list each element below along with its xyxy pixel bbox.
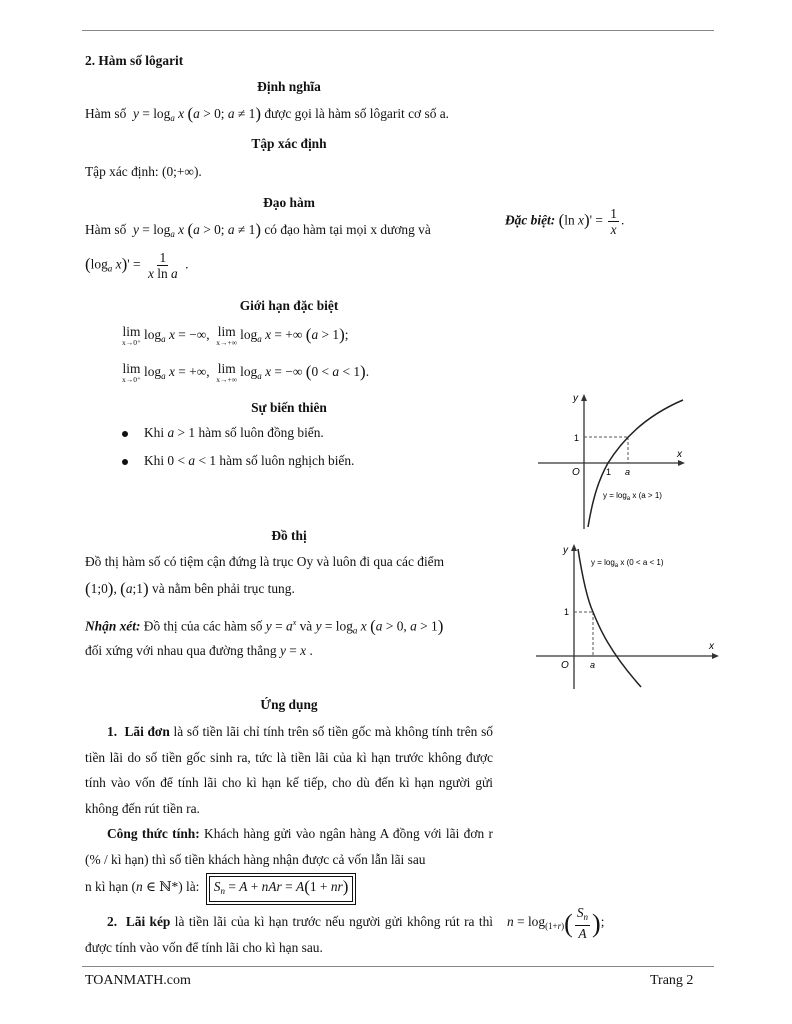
- derivative-formula: ($\log_a$ x)' = $\frac{1}{\text{x ln a}}$ .: [85, 250, 189, 281]
- section-title: 2. Hàm số lôgarit: [85, 53, 184, 68]
- x-arrow-icon: [678, 460, 685, 466]
- remark-line-1: Nhận xét: Đồ thị của các hàm số $y = a^x$ và $y = \log_a x$ (a > 0, a > 1): [85, 616, 444, 636]
- special-derivative: Đặc biệt: (ln x)' = $\frac{1}{x}$ .: [505, 206, 625, 237]
- y-label: y: [563, 545, 568, 556]
- simple-interest-paragraph: 1. Lãi đơn là số tiền lãi chỉ tính trên số tiền gốc mà không tính trên số tiền lãi do số tiền gốc sinh ra, tức là tiền lãi của kì hạn trước không được tính vào vốn để tính lãi cho kì hạn kế tiếp, cho dù đến kì hạn người gửi không đến rút tiền ra.: [85, 724, 493, 816]
- derivative-line: Hàm số $y = \log_a x$ (a > 0; a ≠ 1) có đạo hàm tại mọi x dương và: [85, 220, 431, 239]
- footer-page-number: Trang 2: [650, 973, 694, 988]
- formula-paragraph: Công thức tính: Khách hàng gửi vào ngân hàng A đồng với lãi đơn r (% / kì hạn) thì số tiền khách hàng nhận được cả vốn lẫn lãi sau: [85, 826, 493, 867]
- heading-application: Ứng dụng: [260, 697, 318, 712]
- tick-y-label: 1: [574, 433, 580, 443]
- x-label: x: [677, 449, 682, 460]
- compound-formula: $n = \log_{(1+r)}$( $\frac{S_n}{A}$ );: [507, 905, 605, 941]
- x-label: x: [709, 641, 714, 652]
- graph-line-2: (1;0), (a;1) và nằm bên phải trục tung.: [85, 579, 295, 598]
- y-label: y: [573, 393, 578, 404]
- simple-interest-formula: $S_n = A$ + nAr = A(1 + nr): [209, 876, 354, 902]
- heading-derivative: Đạo hàm: [263, 195, 315, 210]
- graph-caption: $y = \log_a x$ (a > 1): [603, 491, 662, 502]
- footer-rule: [82, 966, 714, 967]
- heading-domain: Tập xác định: [251, 136, 327, 151]
- formula-line: n kì hạn (n ∈ ℕ*) là: $S_n = A$ + nAr = A(1 + nr): [85, 876, 493, 902]
- tick-y-label: 1: [564, 607, 570, 617]
- graph-line-1: Đồ thị hàm số có tiệm cận đứng là trục Oy và luôn đi qua các điểm: [85, 554, 445, 569]
- tick-x2-label: a: [625, 467, 631, 477]
- heading-definition: Định nghĩa: [257, 79, 321, 94]
- heading-limits: Giới hạn đặc biệt: [239, 298, 339, 313]
- limit-line-1: lim x→0⁺ $\log_a x$ = −∞, lim x→+∞ $\log_a x$ = +∞ (a > 1);: [122, 324, 349, 347]
- graph-log-a-greater-1: [533, 387, 698, 532]
- graph-log-a-less-1: [533, 541, 723, 691]
- x-arrow-icon: [712, 653, 719, 659]
- remark-line-2: đối xứng với nhau qua đường thẳng y = x .: [85, 643, 313, 658]
- y-arrow-icon: [571, 544, 577, 551]
- footer-site: TOANMATH.com: [85, 973, 191, 988]
- tick-x-label: a: [590, 660, 596, 670]
- log-curve: [578, 549, 641, 687]
- origin-label: O: [561, 660, 569, 671]
- origin-label: O: [572, 467, 580, 478]
- limit-line-2: lim x→0⁺ $\log_a x$ = +∞, lim x→+∞ $\log_a x$ = −∞ (0 < a < 1).: [122, 361, 370, 384]
- graph-caption: $y = \log_a x$ (0 < a < 1): [591, 558, 664, 569]
- y-arrow-icon: [581, 394, 587, 401]
- domain-line: Tập xác định: (0;+∞).: [85, 164, 202, 179]
- heading-graph: Đồ thị: [271, 528, 307, 543]
- top-rule: [82, 30, 714, 31]
- tick-x1-label: 1: [606, 467, 612, 477]
- variation-item-2: Khi 0 < a < 1 hàm số luôn nghịch biến.: [122, 453, 354, 469]
- definition-line: Hàm số $y = \log_a x$ (a > 0; a ≠ 1) được gọi là hàm số lôgarit cơ số a.: [85, 104, 450, 123]
- bullet-icon: [122, 459, 128, 465]
- compound-interest-paragraph: 2. Lãi kép là tiền lãi của kì hạn trước nếu người gửi không rút ra thì được tính vào vốn để tính lãi cho kì hạn sau.: [85, 914, 493, 955]
- bullet-icon: [122, 431, 128, 437]
- variation-item-1: Khi a > 1 hàm số luôn đồng biến.: [122, 425, 324, 441]
- heading-variation: Sự biến thiên: [251, 400, 327, 415]
